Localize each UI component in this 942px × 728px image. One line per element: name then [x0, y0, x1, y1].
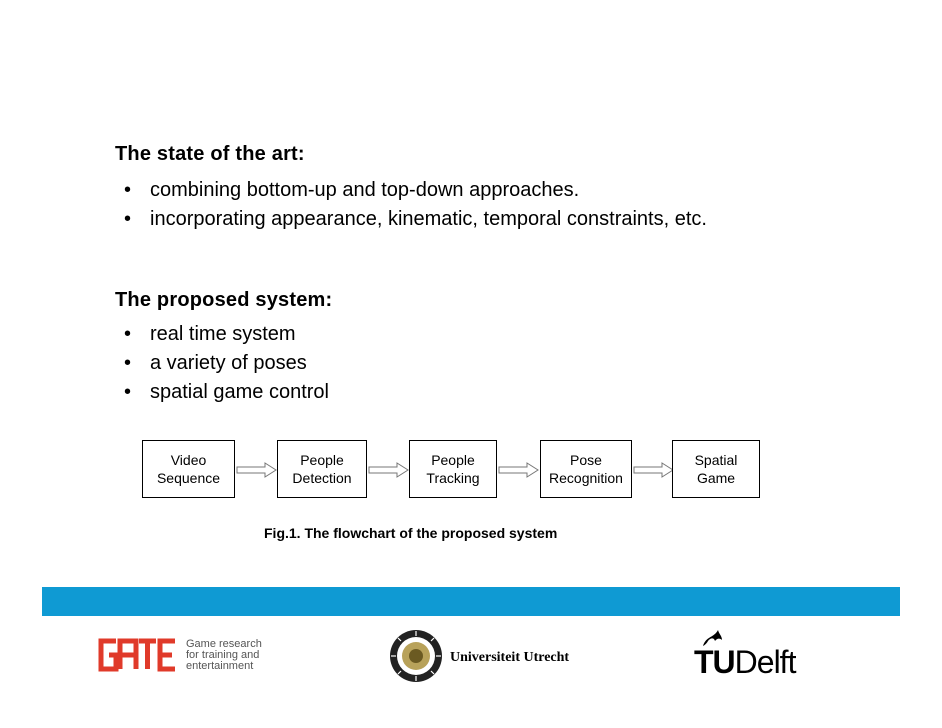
state-of-art-heading: The state of the art:	[115, 143, 305, 165]
list-item: • spatial game control	[124, 378, 329, 407]
uu-name: Universiteit Utrecht	[450, 650, 570, 665]
bullet-icon: •	[124, 352, 132, 374]
list-item: • combining bottom-up and top-down approaches.	[124, 176, 707, 205]
figure-caption: Fig.1. The flowchart of the proposed system	[264, 525, 558, 541]
proposed-system-list	[124, 320, 329, 407]
arrow-right-icon	[497, 462, 539, 478]
gate-tagline: Game research for training and entertainment	[186, 638, 262, 672]
flow-box-video-sequence: Video Sequence	[142, 440, 235, 498]
bullet-icon: •	[124, 323, 132, 345]
bullet-icon: •	[124, 208, 132, 230]
gate-logo	[98, 637, 268, 677]
flowchart	[0, 440, 942, 500]
flow-box-pose-recognition: Pose Recognition	[540, 440, 632, 498]
flow-box-spatial-game: Spatial Game	[672, 440, 760, 498]
flow-box-people-detection: People Detection	[277, 440, 367, 498]
arrow-right-icon	[367, 462, 409, 478]
state-of-art-list	[124, 176, 707, 234]
tu-delft-logo	[694, 624, 834, 684]
list-item: • incorporating appearance, kinematic, temporal constraints, etc.	[124, 205, 707, 234]
footer-band	[42, 587, 900, 616]
uu-seal-icon	[388, 628, 444, 684]
proposed-system-heading: The proposed system:	[115, 289, 333, 311]
flow-box-people-tracking: People Tracking	[409, 440, 497, 498]
bullet-icon: •	[124, 381, 132, 403]
list-item: • a variety of poses	[124, 349, 329, 378]
arrow-right-icon	[235, 462, 277, 478]
list-item: • real time system	[124, 320, 329, 349]
arrow-right-icon	[632, 462, 674, 478]
bullet-icon: •	[124, 179, 132, 201]
tu-delft-wordmark: TUDelft	[694, 644, 796, 680]
uu-logo	[388, 628, 588, 688]
gate-logo-icon	[98, 637, 178, 673]
